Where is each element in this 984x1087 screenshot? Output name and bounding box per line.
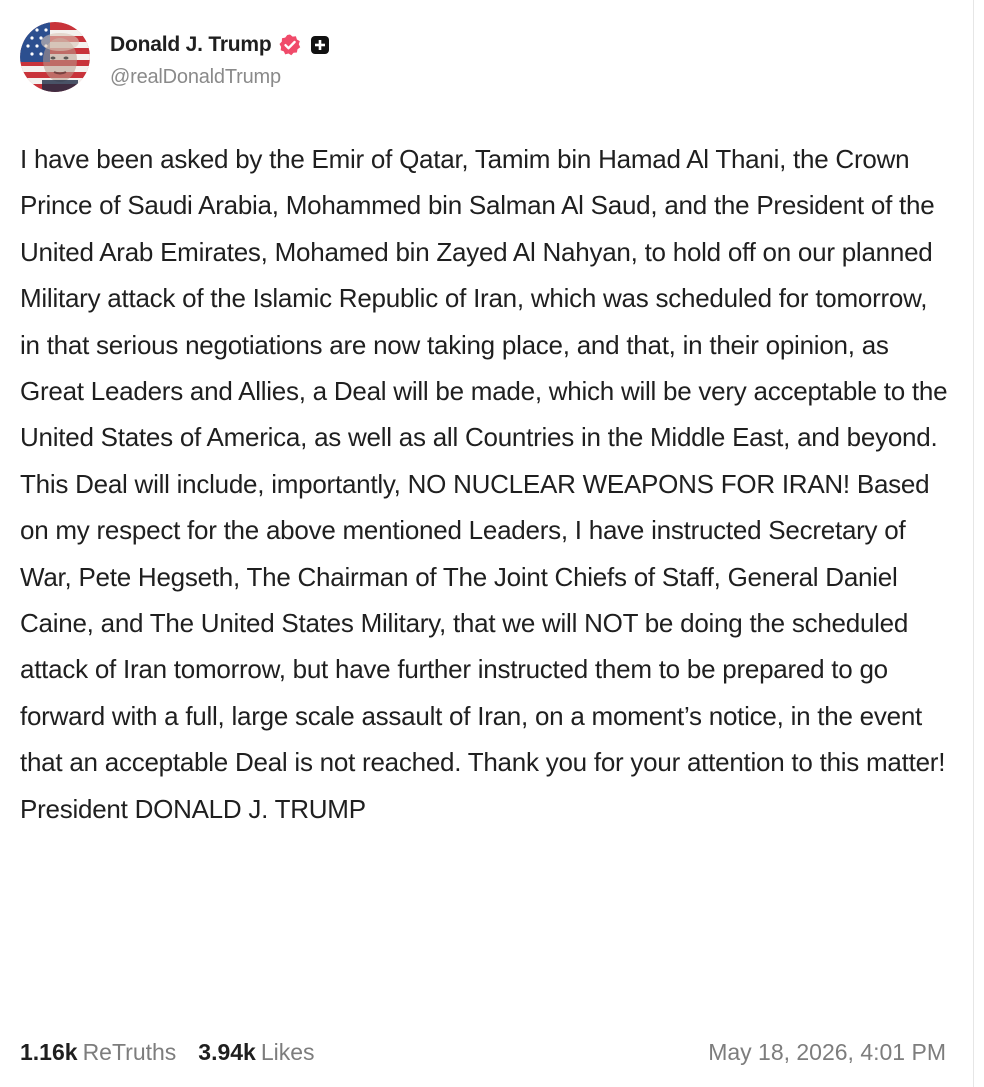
- plus-badge-icon: [310, 35, 330, 55]
- retruths-stat[interactable]: [20, 1039, 176, 1066]
- author-display-name[interactable]: Donald J. Trump: [110, 32, 272, 56]
- retruths-count: 1.16k: [20, 1038, 78, 1065]
- profile-avatar[interactable]: [20, 22, 90, 92]
- post-body: I have been asked by the Emir of Qatar, Tamim bin Hamad Al Thani, the Crown Prince of Saudi Arabia, Mohammed bin Salman Al Saud, and the President of the United Arab Emirates, Mohamed bin Zayed Al Nahyan, to hold off on our planned Military attack of the Islamic Republic of Iran, which was scheduled for tomorrow, in that serious negotiations are now taking place, and that, in their opinion, as Great Leaders and Allies, a Deal will be made, which will be very acceptable to the United States of America, as well as all Countries in the Middle East, and beyond. This Deal will include, importantly, NO NUCLEAR WEAPONS FOR IRAN! Based on my respect for the above mentioned Leaders, I have instructed Secretary of War, Pete Hegseth, The Chairman of The Joint Chiefs of Staff, General Daniel Caine, and The United States Military, that we will NOT be doing the scheduled attack of Iran tomorrow, but have further instructed them to be prepared to go forward with a full, large scale assault of Iran, on a moment’s notice, in the event that an acceptable Deal is not reached. Thank you for your attention to this matter! President DONALD J. TRUMP: [20, 144, 948, 824]
- author-names: [110, 26, 330, 89]
- likes-count: 3.94k: [198, 1038, 256, 1065]
- feed-divider: [973, 0, 974, 1087]
- post-footer: [20, 1030, 946, 1074]
- likes-label: Likes: [260, 1038, 315, 1065]
- likes-stat[interactable]: [198, 1039, 314, 1066]
- verified-badge-icon: [278, 33, 302, 57]
- retruths-label: ReTruths: [82, 1038, 177, 1065]
- name-row: [110, 26, 330, 64]
- post-header: [20, 22, 330, 92]
- post-timestamp[interactable]: May 18, 2026, 4:01 PM: [708, 1038, 946, 1065]
- avatar-flag-portrait-icon: [20, 22, 90, 92]
- author-handle[interactable]: @realDonaldTrump: [110, 65, 281, 88]
